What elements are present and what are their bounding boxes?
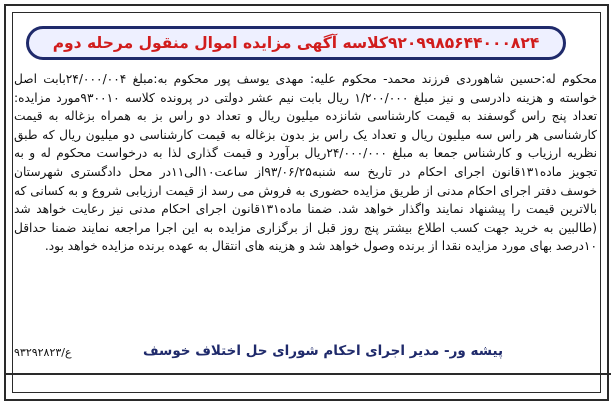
notice-title-banner <box>26 26 566 60</box>
notice-reference-code: ع/۹۳۲۹۲۸۲۳ <box>14 346 72 359</box>
next-notice-edge <box>4 373 611 405</box>
notice-body-text: محکوم له:حسین شاهوردی فرزند محمد- محکوم علیه: مهدی یوسف پور محکوم به:مبلغ ۲۴/۰۰۰/۰۰۴بابت اصل خواسته و هزینه دادرسی و نیز مبلغ ۱/۲۰۰/۰۰۰ ریال بابت نیم عشر دولتی در پرونده کلاسه ۹۳۰۰۱۰مورد مزایده: تعداد پنج راس گوسفند به قیمت کارشناسی شانزده میلیون ریال و تعداد دو راس بز به همراه بزغاله به قیمت کارشناسی هر راس سه میلیون ریال و تعداد یک راس بز بدون بزغاله به قیمت کارشناسی دو میلیون ریال که طبق نظریه ارزیاب و کارشناس جمعا به مبلغ ۲۴/۰۰۰/۰۰۰ریال برآورد و قیمت گذاری لذا به درخواست محکوم له و به تجویز ماده۱۳۱قانون اجرای احکام در تاریخ سه شنبه۹۳/۰۶/۲۵از ساعت۱۰الی۱۱در محل دادگستری شهرستان خوسف دفتر اجرای احکام مدنی از طریق مزایده حضوری به فروش می رسد از قیمت ارزیابی شروع و به کسانی که بالاترین قیمت را پیشنهاد نمایند واگذار خواهد شد. ضمنا ماده۱۳۱قانون اجرای احکام مدنی نیز رعایت خواهد شد (طالبین به خرید جهت کسب اطلاع بیشتر پنج روز قبل از برگزاری مزایده به این اجرا مراجعه نمایند ضمنا حداقل ۱۰درصد بهای مورد مزایده نقدا از برنده وصول خواهد شد و هزینه های انتقال به عهده برنده مزایده خواهد بود. <box>14 72 598 254</box>
notice-signature: پیشه ور- مدیر اجرای احکام شورای حل اختلاف خوسف <box>142 343 504 359</box>
notice-title: ۹۲۰۹۹۸۵۶۴۴۰۰۰۸۲۴کلاسه آگهی مزایده اموال منقول مرحله دوم <box>52 34 540 52</box>
notice-body <box>14 70 597 256</box>
